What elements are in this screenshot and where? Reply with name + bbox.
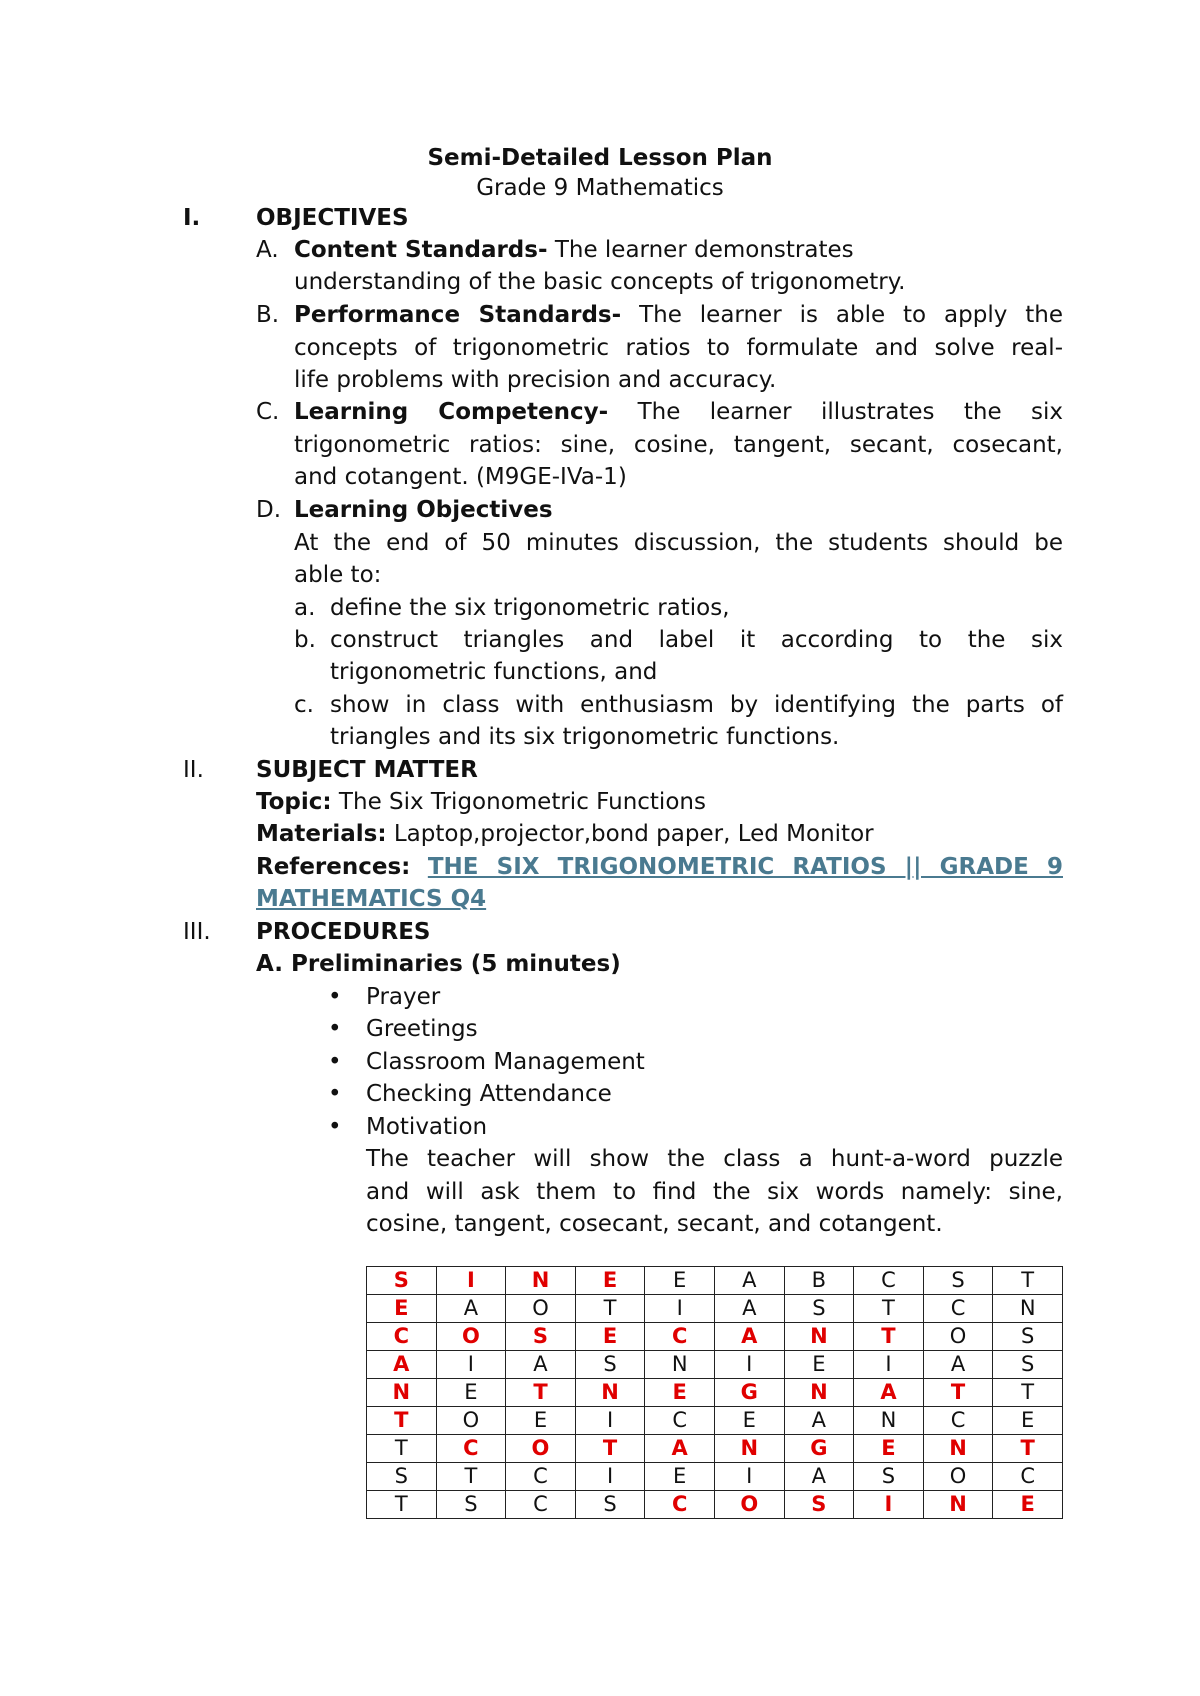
puzzle-cell: I [714,1351,784,1379]
puzzle-cell: E [645,1379,715,1407]
puzzle-row [367,1267,1063,1295]
puzzle-cell: C [645,1407,715,1435]
puzzle-cell: A [923,1351,993,1379]
puzzle-cell: O [436,1323,506,1351]
puzzle-cell: A [784,1463,854,1491]
puzzle-cell: C [506,1463,576,1491]
puzzle-cell: N [575,1379,645,1407]
performance-standards-line: life problems with precision and accuracy. [294,367,777,393]
puzzle-cell: I [714,1463,784,1491]
puzzle-cell: C [436,1435,506,1463]
puzzle-cell: E [436,1379,506,1407]
bullet-icon: • [328,1049,342,1075]
section-number-objectives: I. [183,205,201,231]
puzzle-cell: O [506,1435,576,1463]
bullet-item: Classroom Management [366,1049,645,1075]
learning-objectives-heading: Learning Objectives [294,497,553,523]
page-title: Semi-Detailed Lesson Plan [427,145,773,171]
puzzle-row [367,1407,1063,1435]
puzzle-cell: E [993,1407,1063,1435]
puzzle-cell: N [367,1379,437,1407]
learning-competency: Learning Competency- The learner illustrates the six [294,399,1064,425]
puzzle-row [367,1323,1063,1351]
puzzle-cell: C [993,1463,1063,1491]
puzzle-cell: T [575,1435,645,1463]
puzzle-cell: T [993,1379,1063,1407]
section-heading-procedures: PROCEDURES [256,919,431,945]
puzzle-cell: T [436,1463,506,1491]
puzzle-cell: T [506,1379,576,1407]
puzzle-cell: T [367,1407,437,1435]
puzzle-cell: T [993,1435,1063,1463]
puzzle-cell: A [436,1295,506,1323]
bullet-icon: • [328,1081,342,1107]
puzzle-cell: A [714,1295,784,1323]
puzzle-cell: N [993,1295,1063,1323]
puzzle-cell: C [506,1491,576,1519]
learning-competency-line: trigonometric ratios: sine, cosine, tangent, secant, cosecant, [294,432,1063,458]
item-letter-b: B. [256,302,280,328]
puzzle-cell: I [854,1351,924,1379]
puzzle-cell: E [367,1295,437,1323]
performance-standards-line: concepts of trigonometric ratios to formulate and solve real- [294,335,1063,361]
puzzle-cell: S [506,1323,576,1351]
puzzle-cell: N [784,1323,854,1351]
reference-link[interactable]: THE SIX TRIGONOMETRIC RATIOS || GRADE 9 [427,854,1063,880]
learning-competency-line: and cotangent. (M9GE-IVa-1) [294,464,627,490]
puzzle-cell: E [645,1463,715,1491]
puzzle-cell: I [854,1491,924,1519]
puzzle-cell: A [854,1379,924,1407]
puzzle-cell: E [714,1407,784,1435]
objective-b-line: trigonometric functions, and [330,659,658,685]
puzzle-row [367,1379,1063,1407]
puzzle-cell: C [923,1407,993,1435]
puzzle-cell: N [506,1267,576,1295]
performance-standards: Performance Standards- The learner is able to apply the [294,302,1064,328]
puzzle-cell: N [923,1491,993,1519]
word-puzzle-grid [366,1266,1063,1519]
puzzle-cell: S [993,1351,1063,1379]
puzzle-cell: I [436,1267,506,1295]
puzzle-cell: S [575,1351,645,1379]
puzzle-cell: E [993,1491,1063,1519]
motivation-text: The teacher will show the class a hunt-a-word puzzle [366,1146,1063,1172]
bullet-item: Greetings [366,1016,478,1042]
puzzle-row [367,1491,1063,1519]
bullet-item: Checking Attendance [366,1081,612,1107]
bullet-icon: • [328,1114,342,1140]
puzzle-cell: O [923,1323,993,1351]
puzzle-cell: S [923,1267,993,1295]
learning-objectives-intro: At the end of 50 minutes discussion, the students should be [294,530,1063,556]
reference-link-line[interactable]: MATHEMATICS Q4 [256,886,487,912]
content-standards: Content Standards- The learner demonstrates [294,237,854,263]
puzzle-cell: N [714,1435,784,1463]
objective-b: construct triangles and label it according to the six [330,627,1063,653]
puzzle-cell: S [367,1463,437,1491]
puzzle-cell: T [854,1323,924,1351]
puzzle-cell: T [923,1379,993,1407]
objective-c-line: triangles and its six trigonometric functions. [330,724,840,750]
puzzle-cell: S [993,1323,1063,1351]
materials: Materials: Laptop,projector,bond paper, Led Monitor [256,821,874,847]
puzzle-cell: N [645,1351,715,1379]
puzzle-cell: I [436,1351,506,1379]
objective-letter-b: b. [294,627,316,653]
objective-letter-c: c. [294,692,314,718]
objective-c: show in class with enthusiasm by identifying the parts of [330,692,1063,718]
puzzle-cell: C [923,1295,993,1323]
puzzle-cell: C [645,1491,715,1519]
puzzle-cell: I [575,1463,645,1491]
puzzle-cell: G [714,1379,784,1407]
puzzle-cell: N [854,1407,924,1435]
puzzle-cell: E [575,1267,645,1295]
puzzle-cell: N [784,1379,854,1407]
puzzle-cell: A [506,1351,576,1379]
puzzle-cell: T [367,1491,437,1519]
section-heading-subject-matter: SUBJECT MATTER [256,757,478,783]
bullet-item: Prayer [366,984,441,1010]
puzzle-cell: A [784,1407,854,1435]
references: References: THE SIX TRIGONOMETRIC RATIOS || GRADE 9 [256,854,1063,880]
topic: Topic: The Six Trigonometric Functions [256,789,706,815]
section-number-subject-matter: II. [183,757,204,783]
objective-a: define the six trigonometric ratios, [330,595,730,621]
bullet-icon: • [328,1016,342,1042]
motivation-text-line: cosine, tangent, cosecant, secant, and cotangent. [366,1211,943,1237]
puzzle-cell: I [645,1295,715,1323]
motivation-text-line: and will ask them to find the six words namely: sine, [366,1179,1063,1205]
item-letter-d: D. [256,497,282,523]
bullet-item: Motivation [366,1114,488,1140]
puzzle-cell: O [923,1463,993,1491]
puzzle-cell: A [367,1351,437,1379]
puzzle-row [367,1463,1063,1491]
puzzle-cell: E [784,1351,854,1379]
puzzle-cell: E [645,1267,715,1295]
puzzle-cell: I [575,1407,645,1435]
puzzle-cell: T [575,1295,645,1323]
puzzle-cell: S [367,1267,437,1295]
puzzle-cell: T [993,1267,1063,1295]
learning-objectives-intro-line: able to: [294,562,382,588]
puzzle-cell: O [506,1295,576,1323]
puzzle-cell: S [854,1463,924,1491]
puzzle-cell: S [784,1295,854,1323]
puzzle-cell: C [367,1323,437,1351]
puzzle-row [367,1435,1063,1463]
puzzle-cell: O [436,1407,506,1435]
puzzle-cell: C [645,1323,715,1351]
puzzle-cell: E [854,1435,924,1463]
puzzle-cell: A [645,1435,715,1463]
puzzle-cell: T [367,1435,437,1463]
page-subtitle: Grade 9 Mathematics [476,175,724,201]
puzzle-cell: A [714,1323,784,1351]
puzzle-cell: S [575,1491,645,1519]
item-letter-c: C. [256,399,280,425]
objective-letter-a: a. [294,595,316,621]
puzzle-cell: A [714,1267,784,1295]
item-letter-a: A. [256,237,279,263]
puzzle-row [367,1295,1063,1323]
puzzle-cell: C [854,1267,924,1295]
puzzle-cell: S [436,1491,506,1519]
preliminaries-heading: A. Preliminaries (5 minutes) [256,951,621,977]
puzzle-cell: B [784,1267,854,1295]
bullet-icon: • [328,984,342,1010]
content-standards-line: understanding of the basic concepts of trigonometry. [294,269,906,295]
section-number-procedures: III. [183,919,211,945]
puzzle-cell: N [923,1435,993,1463]
puzzle-row [367,1351,1063,1379]
puzzle-cell: E [575,1323,645,1351]
puzzle-cell: S [784,1491,854,1519]
puzzle-cell: O [714,1491,784,1519]
puzzle-cell: G [784,1435,854,1463]
puzzle-cell: E [506,1407,576,1435]
puzzle-cell: T [854,1295,924,1323]
section-heading-objectives: OBJECTIVES [256,205,409,231]
